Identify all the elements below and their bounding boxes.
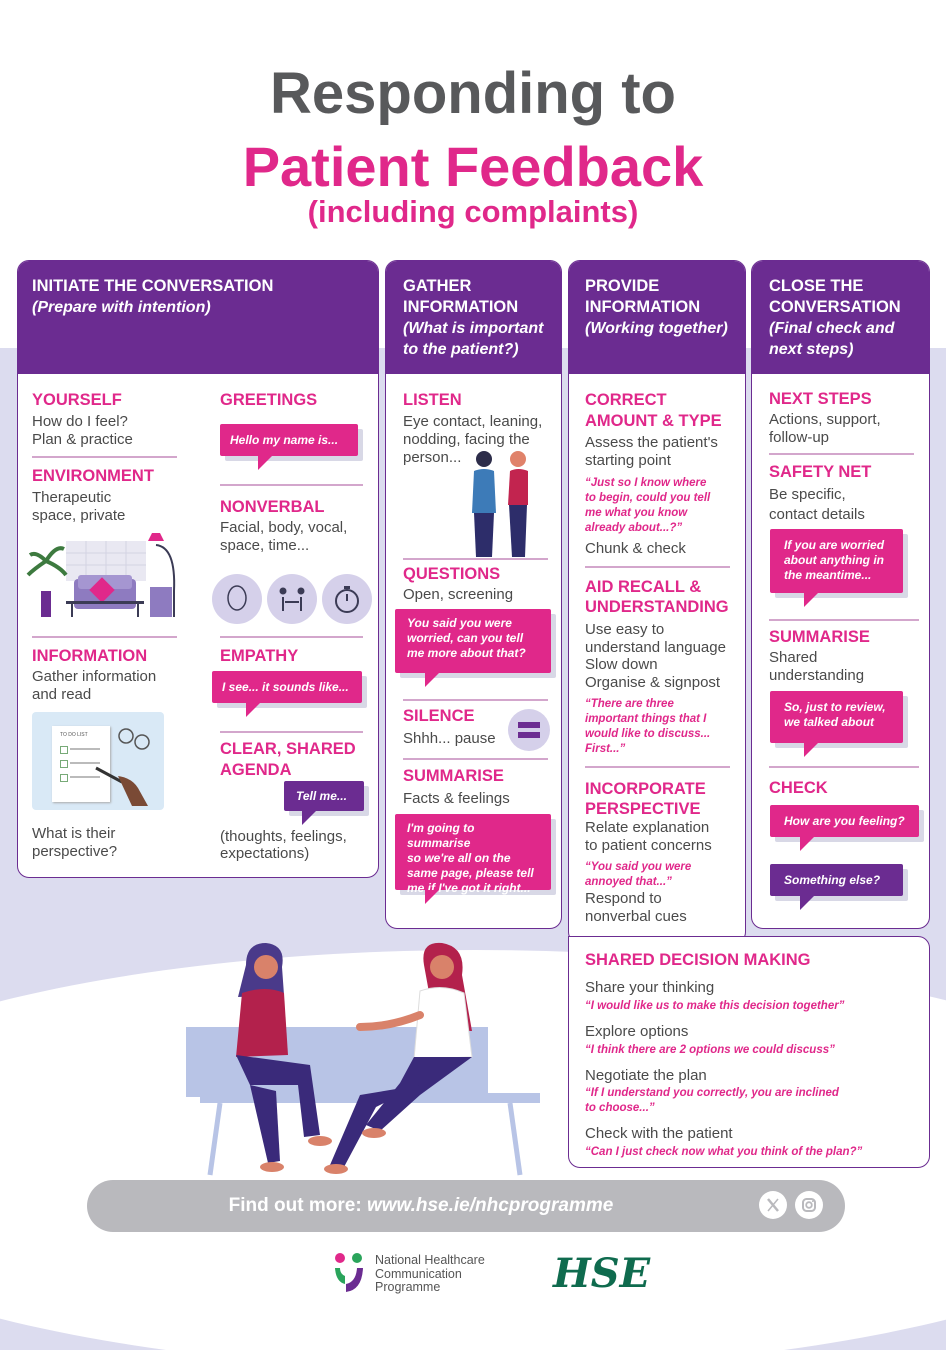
initiate-card (17, 260, 379, 878)
sdm-item-3-quote: “If I understand you correctly, you are inclined (585, 1087, 839, 1099)
gather-summarise-label: SUMMARISE (403, 767, 504, 785)
bubble-tail (258, 456, 272, 470)
find-out-more-prefix: Find out more: (228, 1195, 367, 1216)
todo-illustration (32, 712, 164, 810)
recall-quote-4: First...” (585, 743, 626, 755)
close-card (751, 260, 930, 929)
divider (403, 558, 548, 560)
safety-net-text-2: contact details (769, 506, 865, 523)
sdm-item-3-quote-2: to choose...” (585, 1102, 655, 1114)
correct-text-3: Chunk & check (585, 540, 686, 557)
nonverbal-icons (211, 573, 373, 625)
questions-bubble-line-1: You said you were (407, 616, 512, 630)
bubble-tail (425, 890, 439, 904)
provide-header (569, 261, 745, 374)
nhcp-name-1: National Healthcare (375, 1253, 485, 1267)
nhcp-logo-icon (332, 1252, 366, 1294)
safety-net-bubble-line-3: the meantime... (784, 568, 872, 582)
recall-quote-1: “There are three (585, 698, 674, 710)
bubble-tail (246, 703, 260, 717)
nhcp-name-3: Programme (375, 1280, 441, 1294)
silence-label: SILENCE (403, 707, 475, 725)
hse-logo: HSE (553, 1250, 651, 1297)
yourself-label: YOURSELF (32, 391, 122, 409)
gather-summarise-text: Facts & feelings (403, 790, 510, 807)
gather-summarise-bubble-line-4: me if I've got it right... (407, 881, 531, 895)
close-heading-1: CLOSE THE (769, 277, 864, 295)
find-out-more (87, 1195, 755, 1217)
environment-text-2: space, private (32, 507, 126, 524)
empathy-bubble-text: I see... it sounds like... (222, 680, 349, 694)
next-steps-label: NEXT STEPS (769, 390, 872, 408)
gather-card (385, 260, 562, 929)
incorporate-quote-2: annoyed that...” (585, 876, 672, 888)
recall-text-3: Slow down (585, 656, 658, 673)
correct-text-1: Assess the patient's (585, 434, 718, 451)
sdm-item-4-text: Check with the patient (585, 1125, 733, 1142)
perspective-text-1: What is their (32, 825, 116, 842)
provide-subheading: (Working together) (585, 320, 728, 337)
check-label: CHECK (769, 779, 828, 797)
gather-summarise-bubble-line-2: so we're all on the (407, 851, 511, 865)
x-logo-icon (759, 1191, 787, 1219)
divider (769, 766, 919, 768)
recall-quote-3: would like to discuss... (585, 728, 711, 740)
nonverbal-label: NONVERBAL (220, 498, 325, 516)
sdm-item-3-text: Negotiate the plan (585, 1067, 707, 1084)
divider (769, 453, 914, 455)
gather-subheading-2: to the patient?) (403, 341, 519, 358)
close-summarise-bubble (770, 691, 903, 743)
recall-label-1: AID RECALL & (585, 578, 702, 596)
close-header (752, 261, 929, 374)
close-summarise-bubble-line-2: we talked about (784, 715, 875, 729)
safety-net-bubble-line-1: If you are worried (784, 538, 885, 552)
yourself-text-1: How do I feel? (32, 413, 128, 430)
check-bubble-text: How are you feeling? (784, 814, 905, 828)
correct-quote-1: “Just so I know where (585, 477, 707, 489)
environment-text-1: Therapeutic (32, 489, 112, 506)
recall-text-4: Organise & signpost (585, 674, 721, 691)
shared-decision-card (568, 936, 930, 1168)
initiate-heading: INITIATE THE CONVERSATION (32, 277, 274, 295)
questions-bubble-line-3: me more about that? (407, 646, 526, 660)
close-heading-2: CONVERSATION (769, 298, 901, 316)
sdm-item-1-text: Share your thinking (585, 979, 715, 996)
safety-net-text-1: Be specific, (769, 486, 846, 503)
questions-bubble (395, 609, 551, 673)
gather-heading-1: GATHER (403, 277, 472, 295)
listen-text-3: person... (403, 449, 462, 466)
bubble-tail (800, 896, 814, 910)
greetings-label: GREETINGS (220, 391, 318, 409)
room-illustration (26, 531, 178, 621)
agenda-text-1: (thoughts, feelings, (220, 828, 347, 845)
x-social-button[interactable] (759, 1191, 787, 1219)
hand-pen-icon (92, 722, 162, 807)
agenda-label-2: AGENDA (220, 761, 292, 779)
incorporate-text-3: Respond to (585, 890, 662, 907)
something-else-bubble-text: Something else? (784, 873, 881, 887)
agenda-bubble (284, 781, 364, 811)
empathy-label: EMPATHY (220, 647, 299, 665)
bubble-tail (804, 743, 818, 757)
gather-subheading-1: (What is important (403, 320, 544, 337)
bubble-tail (302, 811, 316, 825)
correct-quote-4: already about...?” (585, 522, 683, 534)
divider (32, 456, 177, 458)
next-steps-text-2: follow-up (769, 429, 830, 446)
close-summarise-text-2: understanding (769, 667, 865, 684)
recall-label-2: UNDERSTANDING (585, 598, 729, 616)
questions-label: QUESTIONS (403, 565, 501, 583)
recall-quote-2: important things that I (585, 713, 707, 725)
page-subtitle: (including complaints) (307, 194, 639, 229)
questions-bubble-line-2: worried, can you tell (407, 631, 524, 645)
greetings-bubble-text: Hello my name is... (230, 433, 339, 447)
correct-label-1: CORRECT (585, 391, 667, 409)
agenda-bubble-text: Tell me... (296, 789, 347, 803)
provide-card (568, 260, 746, 944)
close-summarise-text-1: Shared (769, 649, 818, 666)
questions-text: Open, screening (403, 586, 514, 603)
check-bubble (770, 805, 919, 837)
instagram-logo-icon (795, 1191, 823, 1219)
close-subheading-1: (Final check and (769, 320, 895, 337)
sdm-item-4-quote: “Can I just check now what you think of the plan?” (585, 1146, 863, 1158)
page-title-highlight: Patient Feedback (242, 135, 704, 198)
initiate-subheading: (Prepare with intention) (32, 299, 211, 316)
incorporate-text-4: nonverbal cues (585, 908, 687, 925)
divider (403, 699, 548, 701)
recall-text-2: understand language (585, 639, 726, 656)
gather-heading-2: INFORMATION (403, 298, 519, 316)
divider (585, 566, 730, 568)
checkbox-icon (60, 746, 68, 754)
provide-heading-1: PROVIDE (585, 277, 660, 295)
correct-quote-2: to begin, could you tell (585, 492, 711, 504)
provide-heading-2: INFORMATION (585, 298, 701, 316)
incorporate-quote-1: “You said you were (585, 861, 692, 873)
recall-text-1: Use easy to (585, 621, 665, 638)
silence-text: Shhh... pause (403, 730, 496, 747)
listening-people-illustration (462, 449, 546, 559)
safety-net-bubble-line-2: about anything in (784, 553, 884, 567)
listen-text-2: nodding, facing the (403, 431, 530, 448)
correct-label-2: AMOUNT & TYPE (585, 412, 722, 430)
pause-bar (518, 732, 540, 738)
todo-title: TO DO LIST (60, 732, 88, 738)
footer-bar (87, 1180, 845, 1232)
sdm-item-2-text: Explore options (585, 1023, 689, 1040)
listen-label: LISTEN (403, 391, 462, 409)
divider (220, 484, 363, 486)
incorporate-label-1: INCORPORATE (585, 780, 706, 798)
checkbox-icon (60, 774, 68, 782)
conversation-illustration (180, 935, 550, 1185)
divider (769, 619, 919, 621)
incorporate-text-1: Relate explanation (585, 819, 710, 836)
information-label: INFORMATION (32, 647, 148, 665)
gather-header (386, 261, 561, 374)
close-summarise-label: SUMMARISE (769, 628, 870, 646)
sdm-item-2-quote: “I think there are 2 options we could discuss” (585, 1044, 835, 1056)
something-else-bubble (770, 864, 903, 896)
sdm-label: SHARED DECISION MAKING (585, 951, 811, 969)
page-title: Responding to (270, 61, 676, 126)
checkbox-icon (60, 760, 68, 768)
nhcp-name-2: Communication (375, 1266, 462, 1281)
empathy-bubble (212, 671, 362, 703)
incorporate-label-2: PERSPECTIVE (585, 800, 701, 818)
nonverbal-text-1: Facial, body, vocal, (220, 519, 348, 536)
correct-quote-3: me what you know (585, 507, 688, 519)
gather-summarise-bubble (395, 814, 551, 895)
information-text-2: and read (32, 686, 92, 703)
initiate-header (18, 261, 378, 374)
divider (220, 636, 363, 638)
safety-net-bubble (770, 529, 903, 593)
pause-icon (508, 709, 550, 751)
close-subheading-2: next steps) (769, 341, 854, 358)
nonverbal-text-2: space, time... (220, 537, 310, 554)
yourself-text-2: Plan & practice (32, 431, 133, 448)
greetings-bubble (220, 424, 358, 456)
safety-net-label: SAFETY NET (769, 463, 872, 481)
gather-summarise-bubble-line-1: I'm going to summarise (407, 821, 475, 850)
gather-summarise-bubble-line-3: same page, please tell (407, 866, 534, 880)
divider (32, 636, 177, 638)
pause-bar (518, 722, 540, 728)
correct-text-2: starting point (585, 452, 671, 469)
close-summarise-bubble-line-1: So, just to review, (784, 700, 886, 714)
agenda-text-2: expectations) (220, 845, 310, 862)
divider (585, 766, 730, 768)
bubble-tail (800, 837, 814, 851)
perspective-text-2: perspective? (32, 843, 118, 860)
instagram-social-button[interactable] (795, 1191, 823, 1219)
next-steps-text-1: Actions, support, (769, 411, 881, 428)
bubble-tail (425, 673, 439, 687)
incorporate-text-2: to patient concerns (585, 837, 712, 854)
agenda-label-1: CLEAR, SHARED (220, 740, 356, 758)
listen-text-1: Eye contact, leaning, (403, 413, 543, 430)
environment-label: ENVIRONMENT (32, 467, 154, 485)
sdm-item-1-quote: “I would like us to make this decision together” (585, 1000, 845, 1012)
nhcp-logo-text (375, 1254, 485, 1295)
divider (403, 758, 548, 760)
website-link[interactable]: www.hse.ie/nhcprogramme (366, 1195, 614, 1216)
bubble-tail (804, 593, 818, 607)
divider (220, 731, 363, 733)
information-text-1: Gather information (32, 668, 157, 685)
